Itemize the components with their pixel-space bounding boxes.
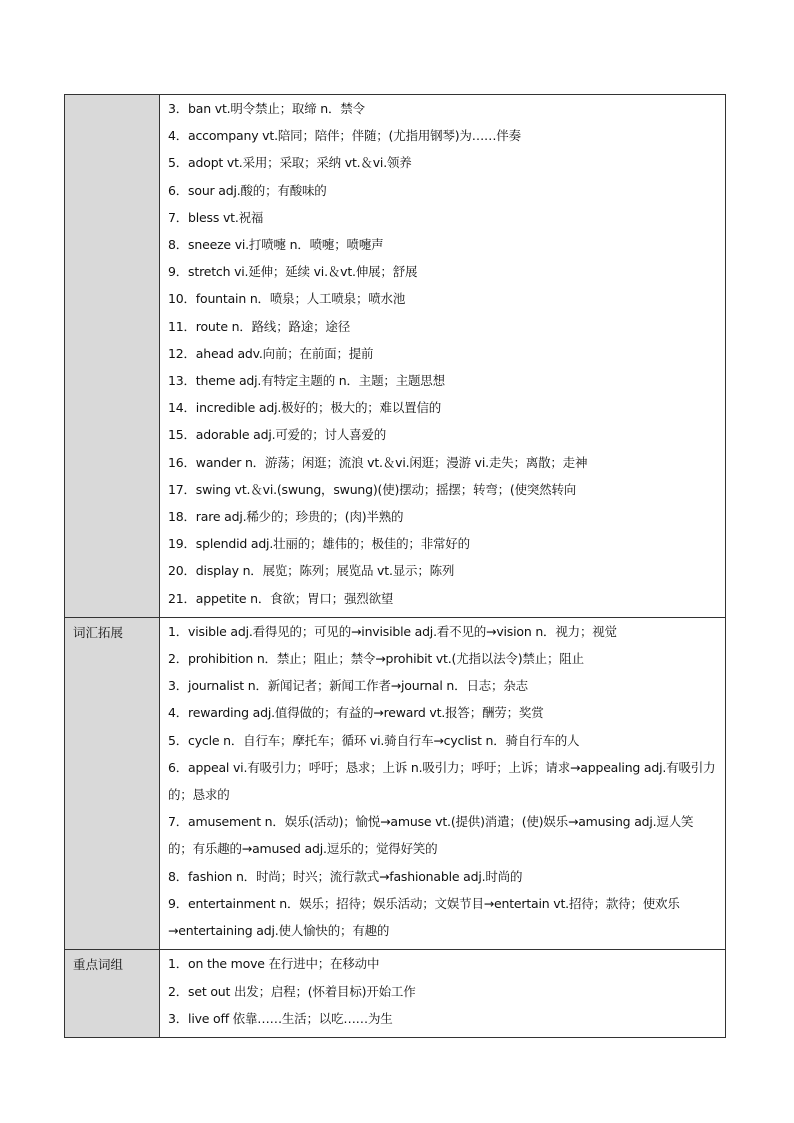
list-item: 6．sour adj.酸的；有酸味的 (168, 182, 327, 198)
list-item: 8．sneeze vi.打喷嚏 n．喷嚏；喷嚏声 (168, 237, 384, 253)
table-row (65, 617, 726, 949)
table-row (65, 950, 726, 1038)
section-content-vocabulary-expansion (160, 617, 726, 949)
list-item: 8．fashion n．时尚；时兴；流行款式→fashionable adj.时尚的 (168, 868, 523, 884)
list-item: 4．rewarding adj.值得做的；有益的→reward vt.报答；酬劳；奖赏 (168, 705, 544, 721)
list-item: 20．display n．展览；陈列；展览品 vt.显示；陈列 (168, 563, 455, 579)
section-label-vocabulary-expansion: 词汇拓展 (65, 617, 160, 949)
section-label-key-phrases: 重点词组 (65, 950, 160, 1038)
list-item: 2．set out 出发；启程；(怀着目标)开始工作 (168, 983, 416, 999)
list-item: 3．ban vt.明令禁止；取缔 n．禁令 (168, 101, 365, 116)
list-item: 21．appetite n．食欲；胃口；强烈欲望 (168, 590, 394, 606)
list-item: 4．accompany vt.陪同；陪伴；伴随；(尤指用钢琴)为……伴奏 (168, 128, 521, 144)
list-item: 11．route n．路线；路途；途径 (168, 318, 351, 334)
list-item: 10．fountain n．喷泉；人工喷泉；喷水池 (168, 291, 406, 307)
list-item: 3．journalist n．新闻记者；新闻工作者→journal n．日志；杂志 (168, 678, 528, 694)
list-item: 9．stretch vi.延伸；延续 vi.＆vt.伸展；舒展 (168, 264, 418, 280)
list-item: 16．wander n．游荡；闲逛；流浪 vt.＆vi.闲逛；漫游 vi.走失；离散；走神 (168, 454, 588, 470)
list-item: 13．theme adj.有特定主题的 n．主题；主题思想 (168, 373, 445, 389)
list-item: 19．splendid adj.壮丽的；雄伟的；极佳的；非常好的 (168, 536, 470, 552)
list-item: 1．on the move 在行进中；在移动中 (168, 956, 380, 972)
list-item: 12．ahead adv.向前；在前面；提前 (168, 345, 374, 361)
section-content-words (160, 95, 726, 618)
list-item: 5．adopt vt.采用；采取；采纳 vt.＆vi.领养 (168, 155, 412, 171)
list-item: 17．swing vt.＆vi.(swung，swung)(使)摆动；摇摆；转弯；(使突然转向 (168, 481, 577, 497)
list-item: 7．amusement n．娱乐(活动)；愉悦→amuse vt.(提供)消遣；(使)娱乐→amusing adj.逗人笑的；有乐趣的→amused adj.逗乐的；觉得好笑的 (168, 814, 694, 857)
list-item: 7．bless vt.祝福 (168, 209, 264, 225)
list-item: 1．visible adj.看得见的；可见的→invisible adj.看不见的→vision n．视力；视觉 (168, 623, 617, 639)
section-content-key-phrases (160, 950, 726, 1038)
list-item: 9．entertainment n．娱乐；招待；娱乐活动；文娱节目→entertain vt.招待；款待；使欢乐→entertaining adj.使人愉快的；有趣的 (168, 895, 680, 939)
list-item: 15．adorable adj.可爱的；讨人喜爱的 (168, 427, 387, 443)
list-item: 14．incredible adj.极好的；极大的；难以置信的 (168, 400, 442, 416)
list-item: 5．cycle n．自行车；摩托车；循环 vi.骑自行车→cyclist n．骑自行车的人 (168, 732, 580, 748)
section-label-words (65, 95, 160, 618)
list-item: 18．rare adj.稀少的；珍贵的；(肉)半熟的 (168, 509, 404, 525)
list-item: 2．prohibition n．禁止；阻止；禁令→prohibit vt.(尤指以法令)禁止；阻止 (168, 651, 584, 667)
table-row (65, 95, 726, 618)
list-item: 3．live off 依靠……生活；以吃……为生 (168, 1010, 393, 1026)
list-item: 6．appeal vi.有吸引力；呼吁；恳求；上诉 n.吸引力；呼吁；上诉；请求→appealing adj.有吸引力的；恳求的 (168, 759, 716, 803)
vocabulary-table (64, 94, 726, 1038)
